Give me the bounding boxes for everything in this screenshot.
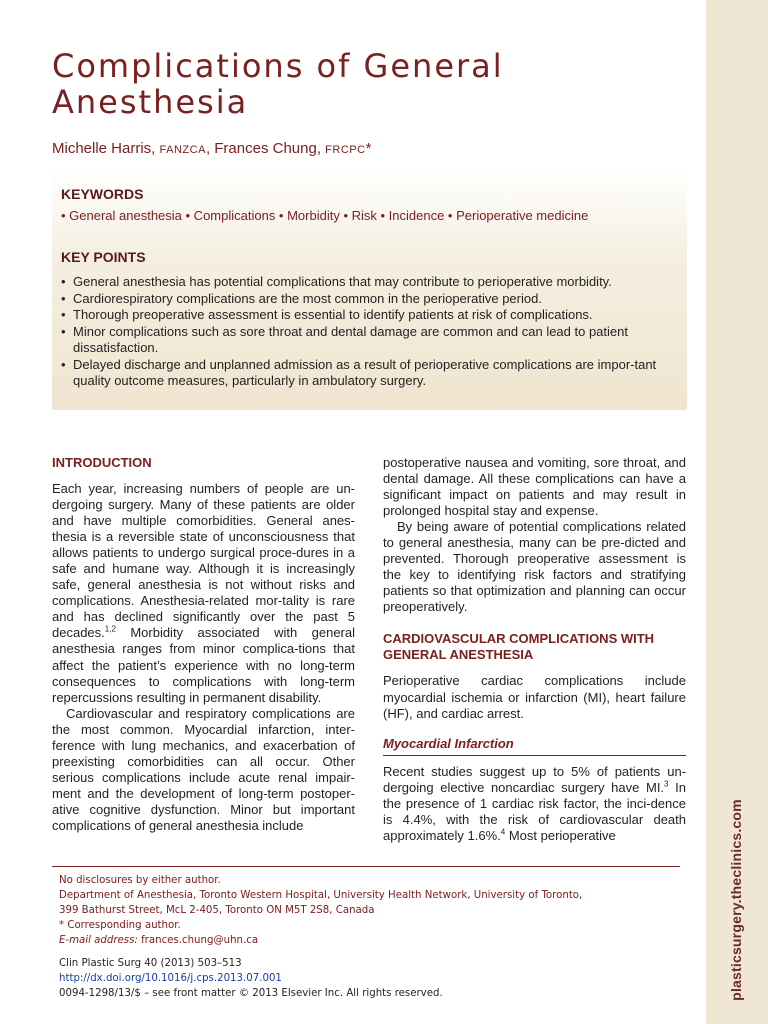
email-line (59, 933, 684, 948)
keywords-heading: KEYWORDS (61, 186, 144, 202)
author-1: Michelle Harris, (52, 140, 160, 157)
left-column (52, 455, 355, 834)
citation-line: Clin Plastic Surg 40 (2013) 503–513 (59, 958, 242, 969)
intro-text: Each year, increasing numbers of people are un-dergoing surgery. Many of these patients are older and have multiple comorbidities. General anes-thesia is a reversible state of unconsciousness that allows patients to undergo surgical proce-dures in a safe and humane way. Although it is increasingly safe, general anesthesia is not without risks and complications. Anesthesia-related mor-tality is rare and has declined significantly over the past 5 decades. (52, 481, 355, 641)
mi-text: In the presence of 1 cardiac risk factor, the inci-dence is 4.4%, with the risk of cardiovascular death approximately 1.6%. (383, 779, 686, 843)
citation-ref: 4 (500, 827, 506, 837)
key-point-item: • Delayed discharge and unplanned admission as a result of perioperative complications are impor-tant quality outcome measures, particularly in ambulatory surgery. (61, 357, 681, 390)
author-2-credential: FRCPC (325, 144, 366, 156)
doi-link[interactable]: http://dx.doi.org/10.1016/j.cps.2013.07.001 (59, 973, 282, 984)
mi-paragraph (383, 764, 686, 844)
mi-text: Most perioperative (505, 827, 616, 843)
right-column (383, 455, 686, 844)
key-points-heading: KEY POINTS (61, 249, 146, 265)
article-title: Complications of General Anesthesia (52, 47, 504, 121)
key-point-item: • Thorough preoperative assessment is essential to identify patients at risk of complications. (61, 307, 681, 324)
citation-ref: 3 (664, 779, 669, 789)
journal-site-text: plasticsurgery.theclinics.com (728, 799, 744, 1001)
corresponding-author-note: * Corresponding author. (59, 920, 181, 931)
keywords-list: • General anesthesia • Complications • Morbidity • Risk • Incidence • Perioperative medicine (61, 208, 589, 223)
intro-paragraph-1 (52, 481, 355, 706)
email-address[interactable]: frances.chung@uhn.ca (137, 935, 259, 946)
affiliation-line-2: 399 Bathurst Street, McL 2-405, Toronto ON M5T 2S8, Canada (59, 905, 375, 916)
corresponding-mark: * (365, 140, 372, 157)
cardiovascular-heading: CARDIOVASCULAR COMPLICATIONS WITH GENERAL ANESTHESIA (383, 631, 655, 663)
author-1-credential: FANZCA (159, 144, 206, 156)
email-label: E-mail address: (59, 935, 138, 946)
right-paragraph-1: postoperative nausea and vomiting, sore throat, and dental damage. All these complications can have a significant impact on patients and may result in prolonged hospital stay and expense. (383, 455, 686, 519)
author-line (52, 140, 371, 157)
copyright-line: 0094-1298/13/$ – see front matter © 2013 Elsevier Inc. All rights reserved. (59, 988, 443, 999)
author-separator: , Frances Chung, (205, 140, 326, 157)
footer-notes (59, 873, 684, 1001)
mi-text: Recent studies suggest up to 5% of patients un-dergoing elective noncardiac surgery have MI. (383, 763, 686, 795)
keywords-keypoints-box (52, 170, 687, 410)
key-point-item: • General anesthesia has potential complications that may contribute to perioperative morbidity. (61, 274, 681, 291)
journal-site-label (722, 799, 750, 1001)
key-point-item: • Cardiorespiratory complications are the most common in the perioperative period. (61, 291, 681, 308)
myocardial-infarction-heading: Myocardial Infarction (383, 736, 686, 756)
intro-paragraph-2: Cardiovascular and respiratory complications are the most common. Myocardial infarction, inter-ference with lung mechanics, and exacerbation of preexisting comorbidities can all occur. Other serious complications include acute renal impair-ment and the development of long-term postoper-ative cognitive dysfunction. Minor but important complications of general anesthesia include (52, 705, 355, 833)
cardiovascular-paragraph: Perioperative cardiac complications include myocardial ischemia or infarction (MI), heart failure (HF), and cardiac arrest. (383, 673, 686, 721)
citation-ref: 1,2 (104, 625, 116, 635)
right-paragraph-2: By being aware of potential complications related to general anesthesia, many can be pre-dicted and prevented. Thorough preoperative assessment is the key to identifying risk factors and stratifying patients so that optimization and planning can occur preoperatively. (383, 519, 686, 615)
footer-divider (52, 866, 680, 867)
introduction-heading: INTRODUCTION (52, 455, 152, 470)
key-point-item: • Minor complications such as sore throat and dental damage are common and can lead to patient dissatisfaction. (61, 324, 681, 357)
disclosure-note: No disclosures by either author. (59, 875, 221, 886)
intro-text: Morbidity associated with general anesthesia ranges from minor complica-tions that affect the patient’s experience with no long-term consequences to complications with long-term repercussions resulting in permanent disability. (52, 625, 355, 705)
affiliation-line-1: Department of Anesthesia, Toronto Western Hospital, University Health Network, University of Toronto, (59, 890, 583, 901)
key-points-list (61, 274, 681, 390)
